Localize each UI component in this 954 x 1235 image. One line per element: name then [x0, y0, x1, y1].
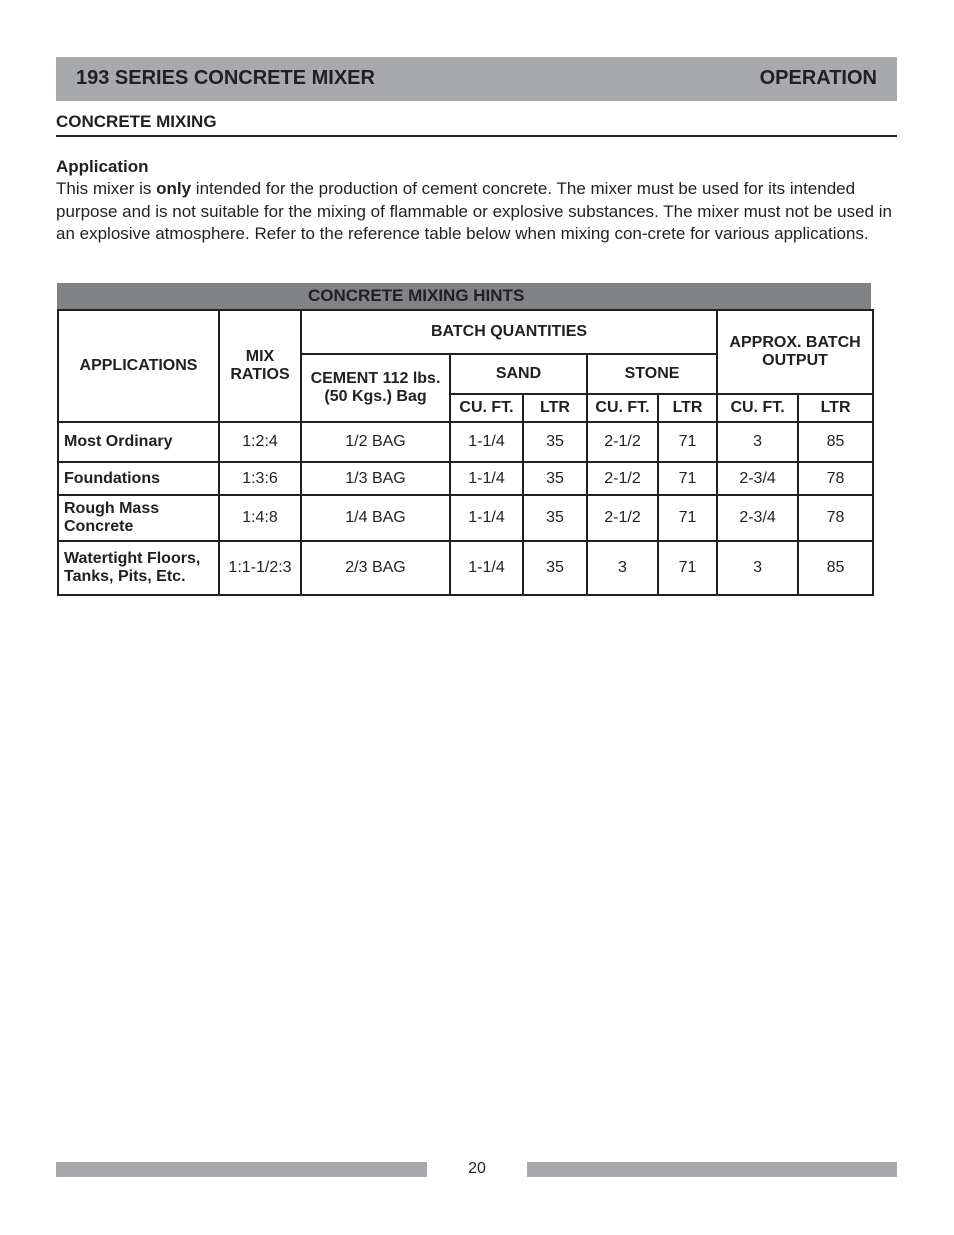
cell-application: Watertight Floors, Tanks, Pits, Etc.	[58, 541, 219, 595]
header-output-ltr: LTR	[798, 394, 873, 422]
header-sand-ltr: LTR	[523, 394, 587, 422]
application-heading: Application	[56, 157, 149, 176]
cell-sand-ltr: 35	[523, 462, 587, 495]
footer-bar-right	[527, 1162, 897, 1177]
paragraph-text-before: This mixer is	[56, 179, 157, 198]
table-row	[58, 541, 873, 595]
cell-stone-cuft: 3	[587, 541, 658, 595]
section-heading: CONCRETE MIXING	[56, 112, 217, 131]
cell-ratio: 1:4:8	[219, 495, 301, 541]
cell-application: Most Ordinary	[58, 422, 219, 462]
cell-sand-ltr: 35	[523, 495, 587, 541]
cell-sand-ltr: 35	[523, 422, 587, 462]
header-batch-quantities: BATCH QUANTITIES	[301, 310, 717, 354]
cell-stone-ltr: 71	[658, 462, 717, 495]
cell-output-cuft: 3	[717, 541, 798, 595]
table-row	[58, 495, 873, 541]
cell-cement: 1/3 BAG	[301, 462, 450, 495]
cell-ratio: 1:1-1/2:3	[219, 541, 301, 595]
section-label: OPERATION	[759, 67, 877, 89]
header-stone-cuft: CU. FT.	[587, 394, 658, 422]
header-sand: SAND	[450, 354, 587, 394]
page-header	[56, 57, 897, 101]
table-row	[58, 422, 873, 462]
cell-output-ltr: 85	[798, 422, 873, 462]
paragraph-emphasis: only	[156, 179, 192, 198]
cell-output-cuft: 3	[717, 422, 798, 462]
cell-output-ltr: 85	[798, 541, 873, 595]
cell-stone-ltr: 71	[658, 541, 717, 595]
cell-application: Rough Mass Concrete	[58, 495, 219, 541]
cell-sand-cuft: 1-1/4	[450, 422, 523, 462]
application-paragraph	[56, 178, 892, 246]
cell-output-cuft: 2-3/4	[717, 495, 798, 541]
cell-cement: 1/4 BAG	[301, 495, 450, 541]
cell-cement: 2/3 BAG	[301, 541, 450, 595]
cell-stone-ltr: 71	[658, 422, 717, 462]
header-approx-output: APPROX. BATCH OUTPUT	[717, 310, 873, 394]
cell-stone-cuft: 2-1/2	[587, 422, 658, 462]
table-title: CONCRETE MIXING HINTS	[308, 286, 525, 305]
document-title: 193 SERIES CONCRETE MIXER	[76, 67, 375, 89]
header-stone: STONE	[587, 354, 717, 394]
header-mix-ratios: MIX RATIOS	[219, 310, 301, 422]
cell-sand-ltr: 35	[523, 541, 587, 595]
cell-sand-cuft: 1-1/4	[450, 541, 523, 595]
header-stone-ltr: LTR	[658, 394, 717, 422]
paragraph-text-after: intended for the production of cement concrete. The mixer must be used for its intended purpose and is not suitable for the mixing of flammable or explosive substances. The mixer must not be used in an explosive atmosphere. Refer to the reference table below when mixing con-crete for various applications.	[56, 179, 892, 243]
header-applications: APPLICATIONS	[58, 310, 219, 422]
cell-stone-cuft: 2-1/2	[587, 495, 658, 541]
cell-ratio: 1:2:4	[219, 422, 301, 462]
cell-sand-cuft: 1-1/4	[450, 495, 523, 541]
cell-output-ltr: 78	[798, 495, 873, 541]
page-number: 20	[468, 1160, 486, 1177]
cell-output-ltr: 78	[798, 462, 873, 495]
cell-stone-ltr: 71	[658, 495, 717, 541]
cell-application: Foundations	[58, 462, 219, 495]
header-sand-cuft: CU. FT.	[450, 394, 523, 422]
header-output-cuft: CU. FT.	[717, 394, 798, 422]
footer-bar-left	[56, 1162, 427, 1177]
cell-output-cuft: 2-3/4	[717, 462, 798, 495]
cell-stone-cuft: 2-1/2	[587, 462, 658, 495]
cell-sand-cuft: 1-1/4	[450, 462, 523, 495]
cell-cement: 1/2 BAG	[301, 422, 450, 462]
cell-ratio: 1:3:6	[219, 462, 301, 495]
table-row	[58, 462, 873, 495]
header-cement: CEMENT 112 lbs. (50 Kgs.) Bag	[301, 354, 450, 422]
section-divider	[56, 135, 897, 137]
table-title-bar	[57, 283, 871, 309]
concrete-mixing-hints-table	[57, 309, 874, 596]
